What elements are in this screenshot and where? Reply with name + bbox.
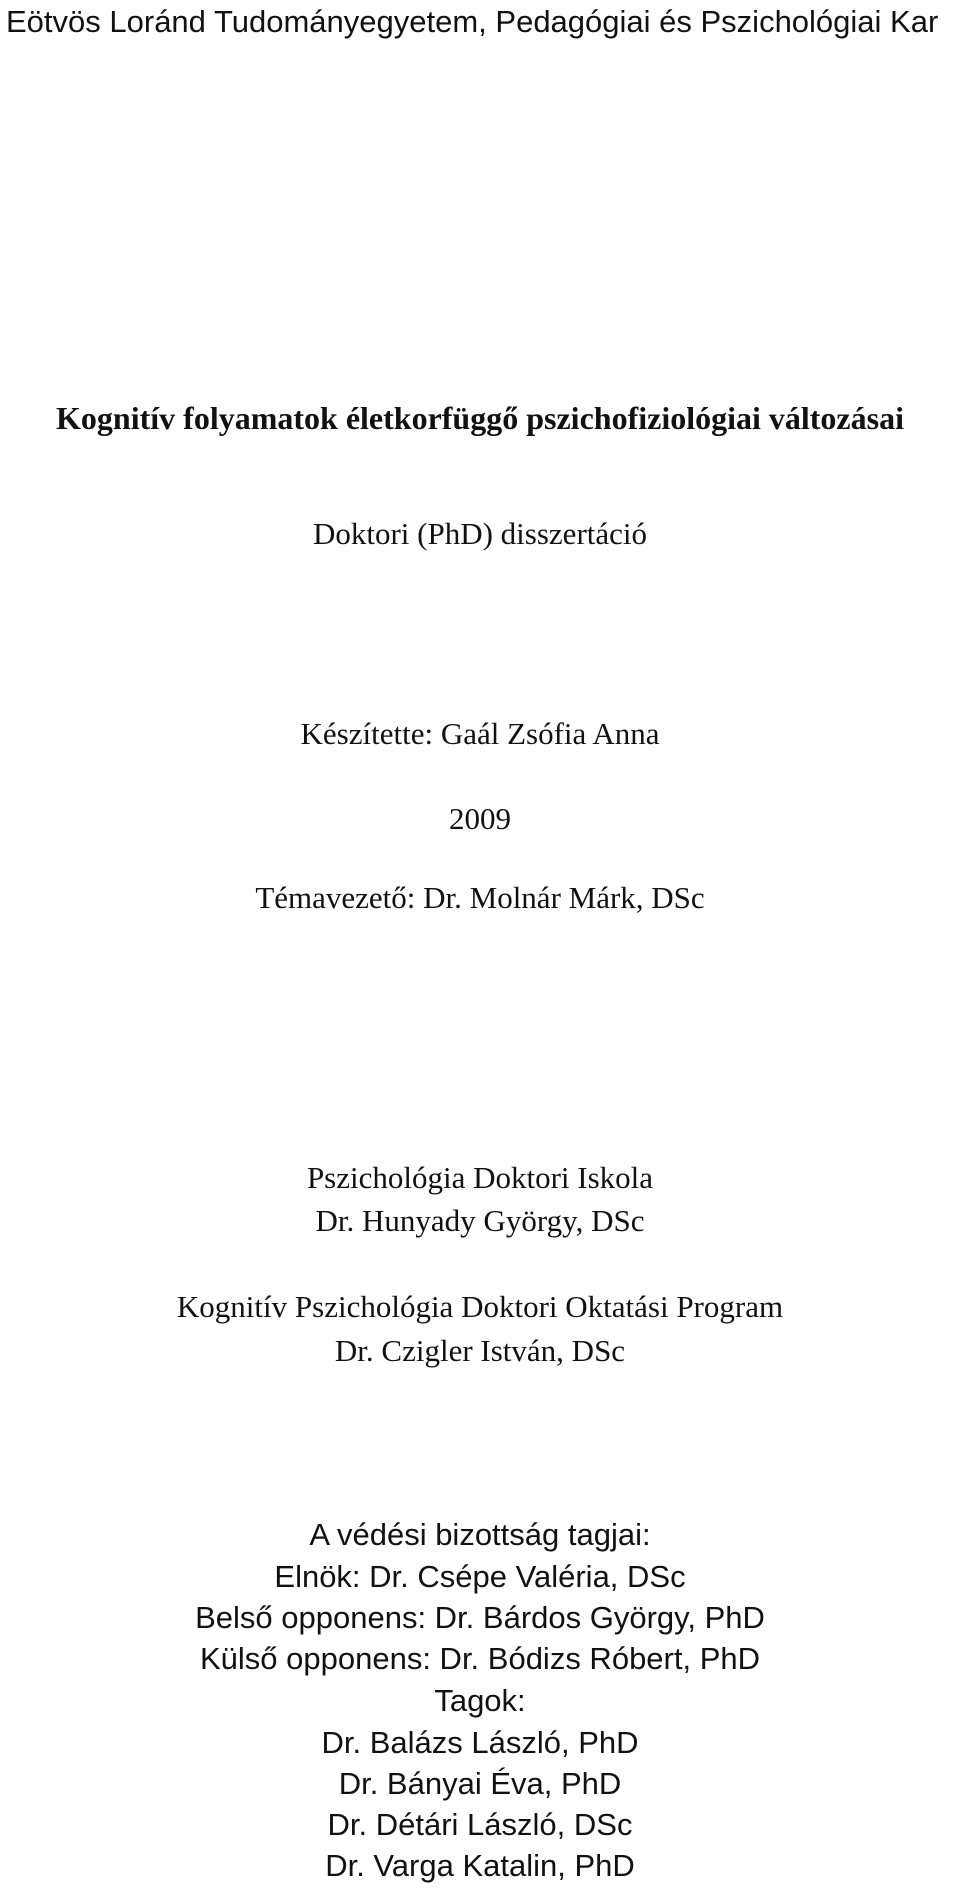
dissertation-type: Doktori (PhD) disszertáció [312, 516, 648, 551]
doctoral-program-head: Dr. Czigler István, DSc [334, 1333, 626, 1368]
doctoral-school-name: Pszichológia Doktori Iskola [306, 1160, 654, 1195]
dissertation-title: Kognitív folyamatok életkorfüggő pszichofiziológiai változásai [56, 400, 904, 436]
committee-internal-opponent: Belső opponens: Dr. Bárdos György, PhD [195, 1600, 765, 1635]
author-line: Készítette: Gaál Zsófia Anna [300, 716, 660, 751]
committee-member: Dr. Varga Katalin, PhD [325, 1848, 635, 1883]
doctoral-program-name: Kognitív Pszichológia Doktori Oktatási Program [176, 1289, 784, 1324]
advisor-line: Témavezető: Dr. Molnár Márk, DSc [255, 880, 705, 915]
committee-chair: Elnök: Dr. Csépe Valéria, DSc [274, 1559, 686, 1594]
committee-member: Dr. Balázs László, PhD [321, 1725, 639, 1760]
year: 2009 [449, 801, 511, 836]
committee-heading: A védési bizottság tagjai: [309, 1517, 651, 1552]
doctoral-school-head: Dr. Hunyady György, DSc [315, 1203, 645, 1238]
committee-members-label: Tagok: [434, 1683, 526, 1718]
university-header: Eötvös Loránd Tudományegyetem, Pedagógiai és Pszichológiai Kar [6, 4, 939, 39]
committee-member: Dr. Détári László, DSc [327, 1807, 633, 1842]
committee-member: Dr. Bányai Éva, PhD [338, 1766, 622, 1801]
committee-external-opponent: Külső opponens: Dr. Bódizs Róbert, PhD [199, 1641, 761, 1676]
